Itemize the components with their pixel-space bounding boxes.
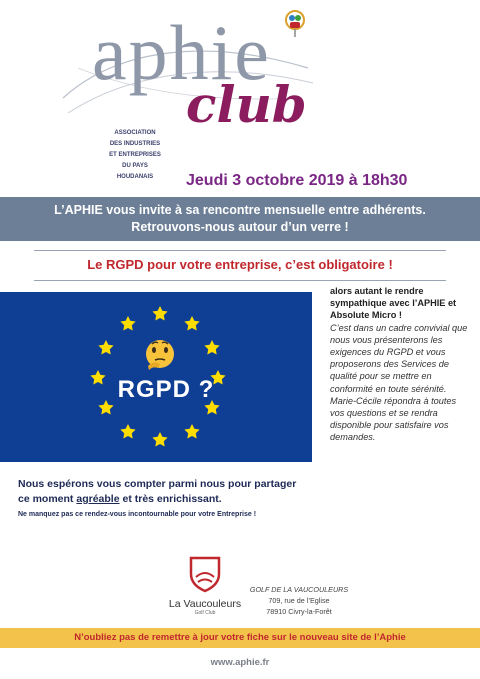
eu-star-icon xyxy=(204,340,219,354)
rgpd-flag-text: RGPD ? xyxy=(117,376,215,403)
association-line: ET ENTREPRISES xyxy=(109,152,161,158)
eu-star-icon xyxy=(152,306,167,320)
venue-city: 78910 Civry-la-Forêt xyxy=(266,607,332,616)
banner-line-1: L’APHIE vous invite à sa rencontre mensuelle entre adhérents. xyxy=(54,203,426,217)
logo-club-word: club xyxy=(186,75,307,134)
eu-star-icon xyxy=(120,316,135,330)
divider-bottom xyxy=(34,280,446,281)
rgpd-flag-label xyxy=(0,376,292,404)
body-line-2-pre: ce moment xyxy=(18,493,77,505)
association-line: ASSOCIATION xyxy=(114,130,156,136)
body-line-2-post: et très enrichissant. xyxy=(119,493,222,505)
invitation-banner xyxy=(0,197,480,241)
reminder-note: Ne manquez pas ce rendez-vous incontournable pour votre Entreprise ! xyxy=(18,511,257,518)
body-paragraph xyxy=(18,477,318,507)
website-link[interactable]: www.aphie.fr xyxy=(210,657,270,668)
eu-star-icon xyxy=(184,424,199,438)
eu-star-icon xyxy=(98,340,113,354)
eu-star-icon xyxy=(120,424,135,438)
eu-star-icon xyxy=(152,432,167,446)
rgpd-side-text xyxy=(330,285,470,444)
eu-star-icon xyxy=(184,316,199,330)
venue-street: 709, rue de l’Eglise xyxy=(268,596,330,605)
association-description xyxy=(90,128,180,183)
aphie-emblem-icon xyxy=(284,8,306,38)
golf-logo-name: La Vaucouleurs xyxy=(168,598,242,610)
banner-line-2: Retrouvons-nous autour d’un verre ! xyxy=(131,220,349,234)
rgpd-title: Le RGPD pour votre entreprise, c’est obligatoire ! xyxy=(87,257,393,272)
association-line: DU PAYS xyxy=(122,163,148,169)
venue-name: GOLF DE LA VAUCOULEURS xyxy=(249,585,349,594)
update-reminder-bar: N’oubliez pas de remettre à jour votre fiche sur le nouveau site de l’Aphie xyxy=(0,628,480,648)
golf-shield-icon xyxy=(188,555,222,593)
body-line-1: Nous espérons vous compter parmi nous pour partager xyxy=(18,478,297,490)
venue-address xyxy=(232,584,366,617)
divider-top xyxy=(34,250,446,251)
golf-club-logo xyxy=(168,555,242,616)
body-line-2 xyxy=(18,492,318,507)
event-date: Jeudi 3 octobre 2019 à 18h30 xyxy=(186,172,408,189)
thinking-face-icon xyxy=(146,340,174,370)
side-italic-text: C’est dans un cadre convivial que nous vous présenterons les exigences du RGPD et vous proposerons des Services de qualité pour se mettre en conformité en toute sérénité. Marie-Cécile répondra à toutes vos questions et se rendra disponible pour satisfaire vos demandes. xyxy=(330,322,468,443)
body-line-2-underlined: agréable xyxy=(76,493,120,505)
logo-aphie-word: aphie xyxy=(92,9,271,96)
side-bold-text: alors autant le rendre sympathique avec l’APHIE et Absolute Micro ! xyxy=(330,286,457,321)
golf-logo-subtitle: Golf Club xyxy=(194,610,216,616)
association-line: HOUDANAIS xyxy=(116,174,154,180)
association-line: DES INDUSTRIES xyxy=(109,141,161,147)
